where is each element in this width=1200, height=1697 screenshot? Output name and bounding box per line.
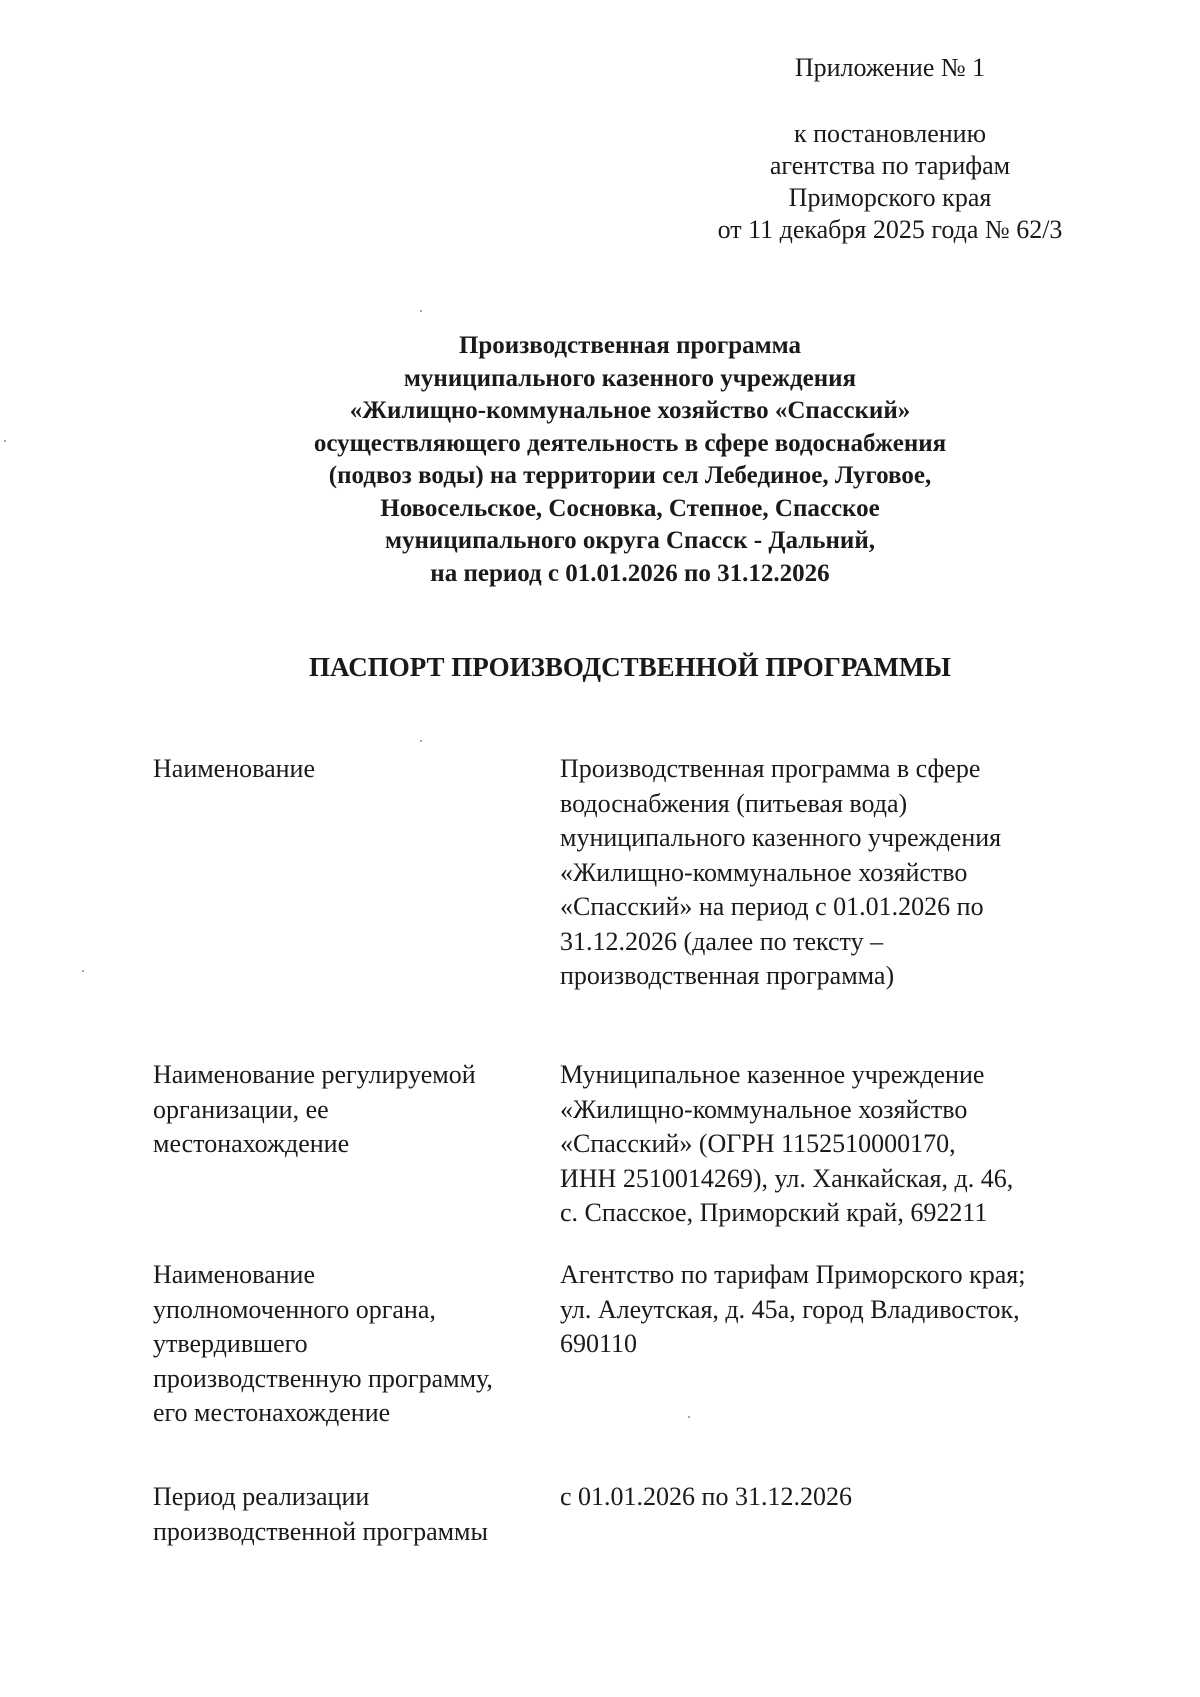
- program-title-line: Новосельское, Сосновка, Степное, Спасское: [380, 494, 880, 522]
- label-line: местонахождение: [153, 1129, 350, 1158]
- attachment-line: от 11 декабря 2025 года № 62/3: [717, 215, 1063, 244]
- program-title-line: «Жилищно-коммунальное хозяйство «Спасский»: [349, 397, 911, 424]
- program-title-line: на период с 01.01.2026 по 31.12.2026: [430, 559, 830, 587]
- passport-row-value: [560, 1480, 1080, 1515]
- value-line: муниципального казенного учреждения: [560, 823, 1002, 852]
- scan-speck: [420, 740, 422, 742]
- passport-row-label: [153, 1058, 533, 1162]
- value-line: ул. Алеутская, д. 45а, город Владивосток,: [560, 1294, 1020, 1324]
- value-line: водоснабжения (питьевая вода): [560, 788, 908, 818]
- attachment-line: Приморского края: [788, 183, 992, 212]
- label-line: Наименование: [153, 1260, 315, 1289]
- label-line: уполномоченного органа,: [153, 1294, 436, 1324]
- program-title-line: муниципального казенного учреждения: [403, 364, 857, 392]
- value-line: 690110: [560, 1329, 638, 1358]
- program-title-line: (подвоз воды) на территории сел Лебединое, Луговое,: [328, 462, 932, 489]
- attachment-number: Приложение № 1: [794, 53, 986, 82]
- scan-speck: [82, 970, 84, 972]
- attachment-block: [660, 52, 1120, 246]
- label-line: Наименование: [153, 754, 315, 783]
- label-line: организации, ее: [153, 1094, 329, 1124]
- value-line: 31.12.2026 (далее по тексту –: [560, 926, 884, 956]
- attachment-line: агентства по тарифам: [769, 151, 1011, 180]
- value-line: ИНН 2510014269), ул. Ханкайская, д. 46,: [560, 1163, 1014, 1193]
- passport-heading: ПАСПОРТ ПРОИЗВОДСТВЕННОЙ ПРОГРАММЫ: [309, 652, 951, 682]
- value-line: «Спасский» на период с 01.01.2026 по: [560, 892, 984, 921]
- value-line: производственная программа): [560, 961, 895, 990]
- passport-row-value: [560, 1258, 1080, 1362]
- label-line: Наименование регулируемой: [153, 1060, 476, 1089]
- program-title-line: осуществляющего деятельность в сфере водоснабжения: [313, 429, 947, 457]
- value-line: с. Спасское, Приморский край, 692211: [560, 1198, 988, 1227]
- label-line: утвердившего: [153, 1329, 308, 1358]
- label-line: Период реализации: [153, 1482, 370, 1511]
- program-title: [150, 330, 1110, 590]
- value-line: Муниципальное казенное учреждение: [560, 1060, 985, 1089]
- label-line: производственной программы: [153, 1516, 488, 1546]
- attachment-line: к постановлению: [793, 119, 987, 148]
- value-line: Производственная программа в сфере: [560, 754, 981, 783]
- program-title-line: муниципального округа Спасск - Дальний,: [385, 527, 875, 554]
- passport-row-value: [560, 752, 1080, 994]
- scan-speck: [420, 310, 422, 312]
- label-line: его местонахождение: [153, 1398, 391, 1427]
- label-line: производственную программу,: [153, 1363, 493, 1393]
- value-line: с 01.01.2026 по 31.12.2026: [560, 1482, 852, 1511]
- value-line: «Жилищно-коммунальное хозяйство: [560, 1094, 968, 1124]
- passport-row-label: [153, 1480, 533, 1549]
- value-line: «Жилищно-коммунальное хозяйство: [560, 857, 968, 887]
- scan-speck: [688, 1416, 690, 1418]
- value-line: Агентство по тарифам Приморского края;: [560, 1260, 1026, 1289]
- program-title-line: Производственная программа: [458, 332, 802, 359]
- passport-row-label: [153, 1258, 533, 1431]
- passport-row-label: [153, 752, 533, 787]
- scan-speck: [4, 440, 6, 442]
- value-line: «Спасский» (ОГРН 1152510000170,: [560, 1129, 956, 1158]
- passport-row-value: [560, 1058, 1080, 1231]
